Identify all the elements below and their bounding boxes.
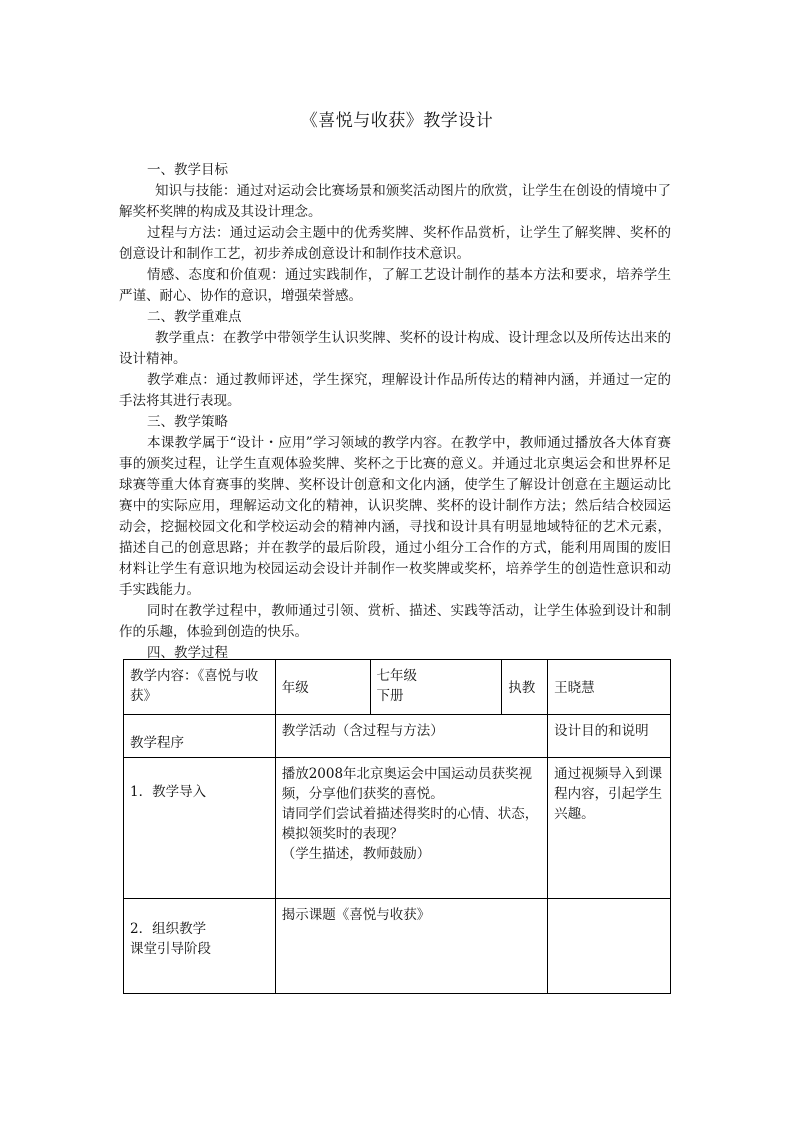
col-header-activity bbox=[275, 715, 547, 758]
table-row bbox=[124, 899, 671, 994]
teacher-label: 执教 bbox=[508, 680, 536, 696]
step1-purpose: 通过视频导入到课程内容，引起学生兴趣。 bbox=[554, 766, 663, 822]
grade-value-line1: 七年级 bbox=[376, 668, 418, 684]
col-header-program bbox=[124, 715, 276, 758]
step1-activity-3: （学生描述，教师鼓励） bbox=[281, 846, 431, 862]
step1-name: 1．教学导入 bbox=[130, 784, 207, 800]
step2-activity: 揭示课题《喜悦与收获》 bbox=[281, 907, 431, 923]
step1-name-cell bbox=[124, 758, 276, 899]
document-title: 《喜悦与收获》教学设计 bbox=[300, 111, 494, 131]
goal-knowledge: 知识与技能：通过对运动会比赛场景和颁奖活动图片的欣赏，让学生在创设的情境中了解奖杯奖牌的构成及其设计理念。 bbox=[119, 183, 671, 220]
strategy-paragraph-1: 本课教学属于“设计・应用”学习领域的教学内容。在教学中，教师通过播放各大体育赛事的颁奖过程，让学生直观体验奖牌、奖杯之于比赛的意义。并通过北京奥运会和世界杯足球赛等重大体育赛事的奖牌、奖杯设计创意和文化内涵，使学生了解设计创意在主题运动比赛中的实际应用，理解运动文化的精神，认识奖牌、奖杯的设计制作方法；然后结合校园运动会，挖掘校园文化和学校运动会的精神内涵，寻找和设计具有明显地域特征的艺术元素，描述自己的创意思路；并在教学的最后阶段，通过小组分工合作的方式，能利用周围的废旧材料让学生有意识地为校园运动会设计并制作一枚奖牌或奖杯，培养学生的创造性意识和动手实践能力。 bbox=[119, 435, 671, 598]
table-row bbox=[124, 715, 671, 758]
step2-name-line1: 2．组织教学 bbox=[130, 921, 207, 937]
teacher-name-cell bbox=[548, 660, 671, 715]
col-purpose-label: 设计目的和说明 bbox=[554, 723, 649, 739]
strategy-paragraph-2: 同时在教学过程中，教师通过引领、赏析、描述、实践等活动，让学生体验到设计和制作的乐趣，体验到创造的快乐。 bbox=[119, 603, 671, 640]
grade-label: 年级 bbox=[281, 680, 309, 696]
step1-purpose-cell bbox=[548, 758, 671, 899]
grade-label-cell bbox=[275, 660, 370, 715]
focus-difficult: 教学难点：通过教师评述，学生探究，理解设计作品所传达的精神内涵，并通过一定的手法将其进行表现。 bbox=[119, 372, 671, 409]
section-heading-goals: 一、教学目标 bbox=[147, 162, 228, 178]
teacher-name: 王晓慧 bbox=[554, 680, 595, 696]
col-activity-label: 教学活动（含过程与方法） bbox=[281, 723, 444, 739]
focus-key: 教学重点：在教学中带领学生认识奖牌、奖杯的设计构成、设计理念以及所传达出来的设计精神。 bbox=[119, 330, 671, 367]
goal-emotion: 情感、态度和价值观：通过实践制作，了解工艺设计制作的基本方法和要求，培养学生严谨、耐心、协作的意识，增强荣誉感。 bbox=[119, 267, 671, 304]
step2-activity-cell bbox=[275, 899, 547, 994]
step1-activity-1: 播放2008年北京奥运会中国运动员获奖视频，分享他们获奖的喜悦。 bbox=[281, 766, 533, 802]
col-header-purpose bbox=[548, 715, 671, 758]
section-heading-strategy: 三、教学策略 bbox=[147, 414, 228, 430]
document-body bbox=[119, 160, 671, 664]
step1-activity-2: 请同学们尝试着描述得奖时的心情、状态，模拟领奖时的表现？ bbox=[281, 806, 539, 842]
step1-activity-cell bbox=[275, 758, 547, 899]
content-label: 教学内容：《喜悦与收获》 bbox=[130, 668, 259, 704]
step2-name-cell bbox=[124, 899, 276, 994]
col-program-label: 教学程序 bbox=[130, 735, 184, 751]
teacher-label-cell bbox=[502, 660, 548, 715]
grade-value-line2: 下册 bbox=[376, 688, 404, 704]
section-heading-process: 四、教学过程 bbox=[147, 645, 228, 661]
content-label-cell bbox=[124, 660, 276, 715]
teaching-process-table bbox=[123, 659, 671, 994]
table-row bbox=[124, 660, 671, 715]
step2-name-line2: 课堂引导阶段 bbox=[130, 941, 211, 957]
step2-purpose-cell bbox=[548, 899, 671, 994]
section-heading-focus: 二、教学重难点 bbox=[147, 309, 242, 325]
goal-process: 过程与方法：通过运动会主题中的优秀奖牌、奖杯作品赏析，让学生了解奖牌、奖杯的创意设计和制作工艺，初步养成创意设计和制作技术意识。 bbox=[119, 225, 671, 262]
grade-value-cell bbox=[370, 660, 502, 715]
table-row bbox=[124, 758, 671, 899]
